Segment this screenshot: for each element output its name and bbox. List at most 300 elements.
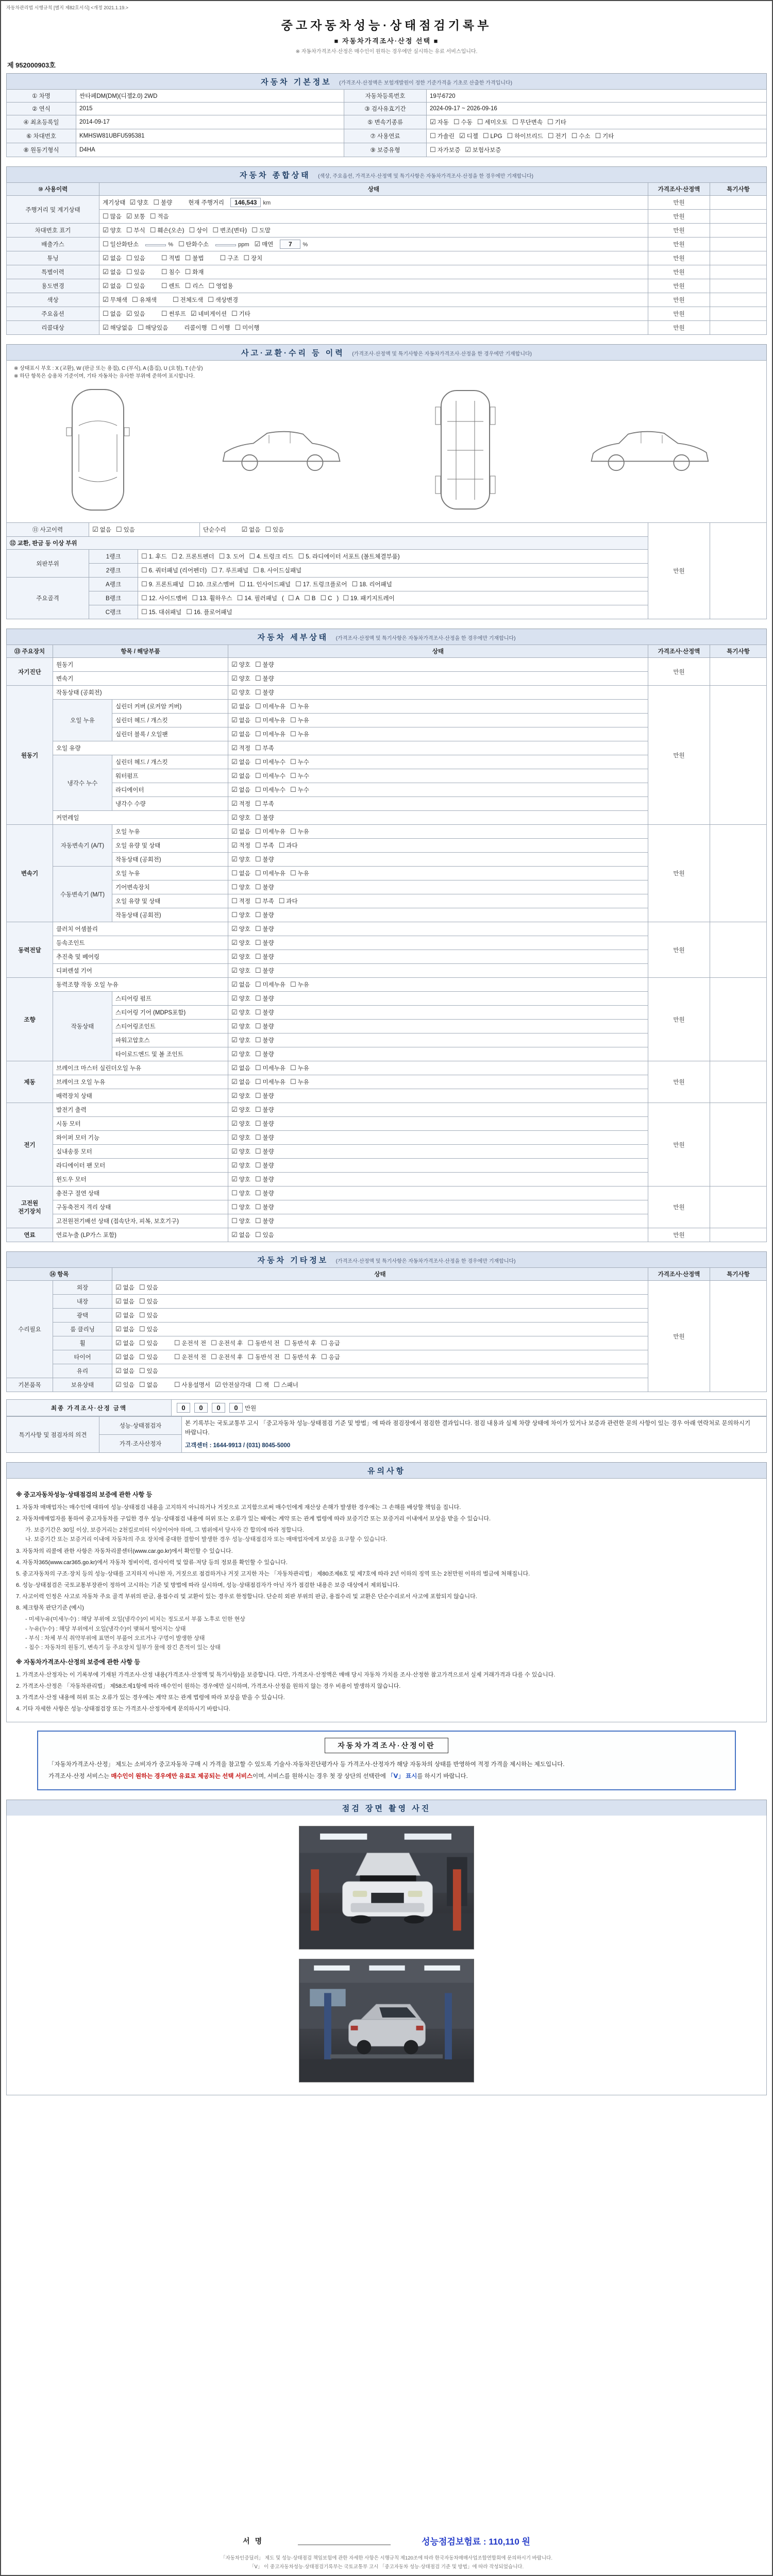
checkbox-option[interactable]: ☐ 불량 (255, 688, 274, 696)
checkbox-option[interactable]: ☐ 누수 (290, 758, 309, 766)
checkbox-option[interactable]: ☐ 누유 (290, 1064, 309, 1072)
inline-label: 계기상태 (103, 200, 126, 206)
checkbox-option[interactable]: ☐ 기타 (231, 310, 250, 317)
checkbox-option[interactable]: ☐ 11. 인사이드패널 (239, 580, 291, 588)
item-state (228, 1187, 648, 1200)
checkbox-option[interactable]: ☑ 양호 (231, 1036, 250, 1044)
checkbox-option[interactable]: ☑ 없음 (241, 526, 261, 533)
item-label: 작동상태 (공회전) (112, 853, 228, 867)
fuel-options (427, 129, 767, 143)
checkbox-option[interactable]: ☐ 불량 (153, 198, 173, 206)
checkbox-option[interactable]: ☐ 있음 (126, 268, 145, 276)
checkbox-option[interactable]: ☐ 수소 (571, 132, 591, 140)
item-label: 발전기 출력 (53, 1103, 228, 1117)
checkbox-option[interactable]: ☐ 8. 사이드실패널 (253, 566, 302, 574)
checkbox-option[interactable]: ☐ 불량 (255, 674, 274, 682)
item-state (228, 741, 648, 755)
checkbox-option[interactable]: ☐ 침수 (161, 268, 180, 276)
tire-state (112, 1350, 648, 1364)
checkbox-option[interactable]: ☐ 미세누수 (255, 758, 285, 766)
checkbox-option[interactable]: ☐ 있음 (139, 1283, 158, 1291)
definition-blue-text: 「Ⅴ」 표시 (388, 1773, 417, 1780)
checkbox-option[interactable]: ☐ 누수 (290, 772, 309, 779)
checkbox-option[interactable]: ☐ 적음 (149, 212, 169, 220)
checkbox-option[interactable]: ☐ 12. 사이드멤버 (141, 594, 188, 602)
checkbox-option[interactable]: ☐ 썬루프 (161, 310, 186, 317)
checkbox-option[interactable]: ☐ 5. 라디에이터 서포트 (볼트체결부품) (298, 552, 400, 560)
checkbox-option[interactable]: ☐ 부족 (255, 841, 274, 849)
vin-label: ⑥ 차대번호 (7, 129, 76, 143)
checkbox-option[interactable]: ☐ 불량 (255, 953, 274, 960)
item-label: 스티어링조인트 (112, 1020, 228, 1033)
checkbox-option[interactable]: ☐ 2. 프론트펜더 (171, 552, 214, 560)
checkbox-option[interactable]: ☑ 보통 (126, 212, 145, 220)
item-state (228, 714, 648, 727)
item-label: 작동상태 (공회전) (53, 686, 228, 700)
item-state (228, 1159, 648, 1173)
checkbox-option[interactable]: ☐ 불량 (255, 1120, 274, 1127)
checkbox-option[interactable]: ☐ 미세누유 (255, 1078, 285, 1086)
item-label: 와이퍼 모터 기능 (53, 1131, 228, 1145)
checkbox-option[interactable]: ☐ 불량 (255, 1022, 274, 1030)
checkbox-option[interactable]: ☐ 6. 쿼터패널 (리어펜더) (141, 566, 207, 574)
checkbox-option[interactable]: ☐ 있음 (139, 1339, 158, 1347)
rankB-parts (138, 591, 648, 605)
checkbox-option[interactable]: ☑ 없음 (103, 254, 122, 262)
checkbox-option[interactable]: ☐ 누유 (290, 1078, 309, 1086)
checkbox-option[interactable]: ☑ 없음 (231, 702, 250, 710)
checkbox-option[interactable]: ☑ 양호 (231, 967, 250, 974)
checkbox-option[interactable]: ☑ 양호 (129, 198, 149, 206)
checkbox-option[interactable]: ☐ 불량 (255, 925, 274, 933)
checkbox-option[interactable]: ☑ 안전삼각대 (214, 1381, 251, 1388)
checkbox-option[interactable]: ☐ 불량 (255, 1175, 274, 1183)
checkbox-option[interactable]: ☐ 일산화탄소 (103, 240, 139, 248)
checkbox-option[interactable]: ☐ 많음 (103, 212, 122, 220)
checkbox-option[interactable]: ☐ 불량 (255, 855, 274, 863)
checkbox-option[interactable]: ☐ 9. 프론트패널 (141, 580, 184, 588)
checkbox-option[interactable]: ☐ 불량 (255, 1161, 274, 1169)
checkbox-option[interactable]: ☑ 양호 (231, 1120, 250, 1127)
checkbox-option[interactable]: ☐ 불량 (255, 967, 274, 974)
checkbox-option[interactable]: ☐ 누유 (290, 730, 309, 738)
checkbox-option[interactable]: ☐ 이행 (211, 324, 230, 331)
checkbox-option[interactable]: ☐ 누수 (290, 786, 309, 793)
checkbox-option[interactable]: ☑ 보험사보증 (465, 146, 501, 154)
checkbox-option[interactable]: ☐ 변조(변타) (212, 226, 247, 234)
warranty-type-options (427, 143, 767, 157)
checkbox-option[interactable]: ☐ 없음 (231, 869, 250, 877)
checkbox-option[interactable]: ☐ 부족 (255, 897, 274, 905)
rank2-label: 2랭크 (89, 564, 138, 578)
checkbox-option[interactable]: ☐ 동반석 후 (284, 1353, 316, 1361)
checkbox-option[interactable]: ☑ 없음 (231, 716, 250, 724)
checkbox-option[interactable]: ☑ 있음 (126, 310, 145, 317)
checkbox-option[interactable]: ☑ 없음 (231, 786, 250, 793)
checkbox-option[interactable]: ☐ 전기 (547, 132, 567, 140)
checkbox-option[interactable]: ☐ 불량 (255, 1189, 274, 1197)
checkbox-option[interactable]: ☐ 미세누유 (255, 730, 285, 738)
legend-line-1: ※ 상태표시 부호 : X (교환), W (판금 또는 용접), C (부식), A (흠집), U (요철), T (손상) (14, 366, 203, 371)
checkbox-option[interactable]: ☑ 없음 (231, 827, 250, 835)
checkbox-option[interactable]: ☐ 동반석 후 (284, 1339, 316, 1347)
col-detail-state: 상태 (228, 645, 648, 658)
checkbox-option[interactable]: ☐ 불량 (255, 883, 274, 891)
checkbox-option[interactable]: ☐ 누유 (290, 716, 309, 724)
checkbox-option[interactable]: ☐ 불량 (255, 1147, 274, 1155)
checkbox-option[interactable]: ☑ 양호 (231, 1147, 250, 1155)
checkbox-option[interactable]: ☐ 16. 플로어패널 (186, 608, 232, 616)
section-photos: 점검 장면 촬영 사진 (6, 1800, 767, 1816)
note-cell (710, 196, 767, 210)
inspection-photos (6, 1816, 767, 2095)
checkbox-option[interactable]: ☐ 미세누수 (255, 772, 285, 779)
col-etc-state: 상태 (112, 1268, 648, 1281)
unit-label: ppm (238, 242, 249, 248)
checkbox-option[interactable]: ☐ 도말 (251, 226, 271, 234)
checkbox-option[interactable]: ☐ 영업용 (208, 282, 233, 290)
final-price-label: 최종 가격조사·산정 금액 (7, 1400, 172, 1416)
checkbox-option[interactable]: ☑ 없음 (231, 1064, 250, 1072)
checkbox-option[interactable]: ☐ 색상변경 (208, 296, 239, 303)
checkbox-option[interactable]: ☑ 디젤 (459, 132, 478, 140)
checkbox-option[interactable]: ☑ 매연 (254, 240, 274, 248)
checkbox-option[interactable]: ☐ 미세누유 (255, 827, 285, 835)
checkbox-option[interactable]: ☐ 15. 대쉬패널 (141, 608, 182, 616)
accident-note-cell (710, 523, 767, 619)
section-title: 자동차 기본정보 (261, 78, 332, 87)
checkbox-option[interactable]: ☑ 양호 (231, 1050, 250, 1058)
checkbox-option[interactable]: ☐ 누유 (290, 702, 309, 710)
checkbox-option[interactable]: ☐ 훼손(오손) (149, 226, 184, 234)
section-note: (가격조사·산정액은 보험개발원이 정한 기준가격을 기초로 산출한 가격입니다) (339, 80, 512, 86)
checkbox-option[interactable]: ☐ 불량 (255, 1217, 274, 1225)
unit-label: km (263, 200, 271, 206)
checkbox-option[interactable]: ☑ 양호 (231, 674, 250, 682)
glass-label: 유리 (53, 1364, 112, 1378)
checkbox-option[interactable]: ☑ 양호 (231, 925, 250, 933)
checkbox-option[interactable]: ☑ 양호 (231, 1092, 250, 1099)
checkbox-option[interactable]: ☑ 적정 (231, 800, 250, 807)
device-group-label: 전기 (7, 1103, 53, 1187)
checkbox-option[interactable]: ☐ 7. 루프패널 (211, 566, 249, 574)
checkbox-option[interactable]: ☐ 기타 (547, 118, 566, 126)
checkbox-option[interactable]: ☐ 있음 (126, 254, 145, 262)
checkbox-option[interactable]: ☐ 17. 트렁크플로어 (295, 580, 347, 588)
inspection-validity-label: ③ 검사유효기간 (344, 103, 427, 115)
special-history-state (99, 265, 648, 279)
price-cell: 만원 (648, 922, 710, 978)
item-state (228, 783, 648, 797)
checkbox-option[interactable]: ☑ 없음 (231, 758, 250, 766)
checkbox-option[interactable]: ☐ 없음 (103, 310, 122, 317)
rank1-parts (138, 550, 648, 564)
checkbox-option[interactable]: ☑ 자동 (430, 118, 449, 126)
checkbox-option[interactable]: ☐ 해당있음 (138, 324, 169, 331)
transmission-label: ⑤ 변속기종류 (344, 115, 427, 129)
detail-row (7, 1061, 767, 1075)
checkbox-option[interactable]: ☐ 기타 (595, 132, 614, 140)
checkbox-option[interactable]: ☐ 있음 (139, 1353, 158, 1361)
checkbox-option[interactable]: ☐ 적정 (231, 897, 250, 905)
checkbox-option[interactable]: ☐ 누유 (290, 827, 309, 835)
checkbox-option[interactable]: ☐ 응급 (321, 1353, 340, 1361)
checkbox-option[interactable]: ☐ 자가보증 (430, 146, 461, 154)
notice-sub-item: - 부식 : 차체 부식 취약부위에 표면이 부풀어 오르거나 구멍이 발생한 상태 (25, 1635, 205, 1641)
checkbox-option[interactable]: ☐ 있음 (139, 1325, 158, 1333)
checkbox-option[interactable]: ☑ 없음 (231, 730, 250, 738)
checkbox-option[interactable]: ☐ 미세누유 (255, 716, 285, 724)
checkbox-option[interactable]: ☑ 양호 (231, 994, 250, 1002)
checkbox-option[interactable]: ☐ 동반석 전 (247, 1339, 280, 1347)
checkbox-option[interactable]: ☐ 있음 (139, 1297, 158, 1305)
checkbox-option[interactable]: ☐ 있음 (126, 282, 145, 290)
definition-paragraph-1: 「자동차가격조사·산정」 제도는 소비자가 중고자동차 구매 시 가격을 참고할 수 있도록 기술사·자동차진단평가사 등 가격조사·산정자가 해당 자동차의 상태를 반영하여 적정 가격을 제시하는 제도입니다. (48, 1761, 565, 1768)
checkbox-option[interactable]: ☑ 양호 (231, 855, 250, 863)
main-frame-label: 주요골격 (7, 578, 89, 619)
checkbox-option[interactable]: ☑ 양호 (231, 953, 250, 960)
checkbox-option[interactable]: ☑ 양호 (231, 1022, 250, 1030)
item-label: 커먼레일 (53, 811, 228, 825)
item-label: 실린더 커버 (로커암 커버) (112, 700, 228, 714)
checkbox-option[interactable]: ☐ 누유 (290, 980, 309, 988)
checkbox-option[interactable]: ☑ 네비게이션 (190, 310, 227, 317)
checkbox-option[interactable]: ☑ 양호 (231, 1175, 250, 1183)
checkbox-option[interactable]: ☐ 운전석 후 (211, 1339, 243, 1347)
checkbox-option[interactable]: ☐ 14. 필러패널 (237, 594, 277, 602)
item-state (228, 978, 648, 992)
reg-number-value: 19부6720 (427, 90, 767, 103)
checkbox-option[interactable]: ☐ 하이브리드 (507, 132, 543, 140)
checkbox-option[interactable]: ☐ 부식 (126, 226, 145, 234)
checkbox-option[interactable]: ☐ B (304, 594, 316, 602)
checkbox-option[interactable]: ☑ 무채색 (103, 296, 127, 303)
checkbox-option[interactable]: ☑ 없음 (231, 980, 250, 988)
checkbox-option[interactable]: ☐ 불량 (255, 1036, 274, 1044)
checkbox-option[interactable]: ☐ 가솔린 (430, 132, 455, 140)
checkbox-option[interactable]: ☐ 구조 (220, 254, 239, 262)
checkbox-option[interactable]: ☐ 불량 (255, 1092, 274, 1099)
checkbox-option[interactable]: ☐ 10. 크로스멤버 (189, 580, 235, 588)
device-group-label: 고전원 전기장치 (7, 1187, 53, 1228)
checkbox-option[interactable]: ☐ 19. 패키지트레이 (343, 594, 395, 602)
checkbox-option[interactable]: ☐ 있음 (139, 1367, 158, 1375)
checkbox-option[interactable]: ☐ 불량 (255, 939, 274, 946)
checkbox-option[interactable]: ☐ 수동 (453, 118, 473, 126)
checkbox-option[interactable]: ☐ 운전석 전 (174, 1353, 207, 1361)
notice-item: 1. 가격조사·산정자는 이 기록부에 기재된 가격조사·산정 내용(가격조사·산정액 및 특기사항)을 보증합니다. 다만, 가격조사·산정액은 매매 당시 자동차 가치를 조사·산정한 참고가격으로서 실제 거래가격과 다를 수 있습니다. (16, 1671, 556, 1678)
checkbox-option[interactable]: ☑ 해당없음 (103, 324, 133, 331)
item-state (228, 853, 648, 867)
color-state (99, 293, 648, 307)
basic-info-table (6, 89, 767, 157)
checkbox-option[interactable]: ☑ 양호 (231, 1133, 250, 1141)
section-etc-info: 자동차 기타정보 (가격조사·산정액 및 특기사항은 자동차가격조사·산정을 한 경우에만 기재합니다) (6, 1251, 767, 1267)
checkbox-option[interactable]: ☑ 양호 (103, 226, 122, 234)
checkbox-option[interactable]: ☐ 있음 (139, 1311, 158, 1319)
item-state (228, 686, 648, 700)
checkbox-option[interactable]: ☐ 불량 (255, 814, 274, 821)
inspection-photo-rear (299, 1959, 474, 2082)
checkbox-option[interactable]: ☐ 과다 (278, 841, 298, 849)
rankC-parts (138, 605, 648, 619)
checkbox-option[interactable]: ☐ 불량 (255, 1203, 274, 1211)
rank2-parts (138, 564, 648, 578)
checkbox-option[interactable]: ☐ 미세누수 (255, 786, 285, 793)
checkbox-option[interactable]: ☐ 상이 (189, 226, 208, 234)
checkbox-option[interactable]: ☑ 양호 (231, 814, 250, 821)
checkbox-option[interactable]: ☑ 있음 (115, 1381, 135, 1388)
checkbox-option[interactable]: ☐ 잭 (256, 1381, 269, 1388)
checkbox-option[interactable]: ☐ 부족 (255, 800, 274, 807)
car-diagrams (14, 383, 759, 519)
checkbox-option[interactable]: ☐ 부족 (255, 744, 274, 752)
section-overall-condition: 자동차 종합상태 (색상, 주요옵션, 가격조사·산정액 및 특기사항은 자동차가격조사·산정을 한 경우에만 기재합니다) (6, 166, 767, 182)
item-state (228, 672, 648, 686)
item-state (228, 811, 648, 825)
item-state (228, 950, 648, 964)
checkbox-option[interactable]: ☐ 있음 (115, 526, 135, 533)
checkbox-option[interactable]: ☑ 양호 (231, 1106, 250, 1113)
checkbox-option[interactable]: ☐ 양호 (231, 1203, 250, 1211)
item-state (228, 936, 648, 950)
checkbox-option[interactable]: ☑ 없음 (115, 1311, 135, 1319)
item-label: 브레이크 오일 누유 (53, 1075, 228, 1089)
checkbox-option[interactable]: ☐ 불법 (184, 254, 204, 262)
checkbox-option[interactable]: ☑ 없음 (103, 282, 122, 290)
checkbox-option[interactable]: ☑ 없음 (103, 268, 122, 276)
vin-mark-label: 차대번호 표기 (7, 224, 99, 238)
item-label: 파워고압호스 (112, 1033, 228, 1047)
notice-sub-item: 가. 보증기간은 30일 이상, 보증거리는 2천킬로미터 이상이어야 하며, 그 범위에서 당사자 간 합의에 따라 정합니다. (25, 1527, 304, 1534)
unit-label: % (168, 242, 173, 248)
checkbox-option[interactable]: ☑ 양호 (231, 688, 250, 696)
checkbox-option[interactable]: ☐ 세미오토 (477, 118, 508, 126)
checkbox-option[interactable]: ☐ 있음 (255, 1231, 274, 1239)
checkbox-option[interactable]: ☑ 없음 (231, 772, 250, 779)
checkbox-option[interactable]: ☑ 없음 (231, 1078, 250, 1086)
checkbox-option[interactable]: ☐ 탄화수소 (178, 240, 209, 248)
detail-row (7, 978, 767, 992)
holding-state-label: 보유상태 (53, 1378, 112, 1392)
checkbox-option[interactable]: ☐ 렌트 (161, 282, 180, 290)
checkbox-option[interactable]: ☑ 없음 (231, 1231, 250, 1239)
checkbox-option[interactable]: ☐ 불량 (255, 911, 274, 919)
checkbox-option[interactable]: ☑ 없음 (115, 1283, 135, 1291)
checkbox-option[interactable]: ☐ C (320, 594, 332, 602)
checkbox-option[interactable]: ☐ 양호 (231, 1189, 250, 1197)
definition-red-text: 매수인이 원하는 경우에만 유료로 제공되는 선택 서비스 (111, 1773, 253, 1780)
legend-line-2: ※ 하단 항목은 승용차 기준이며, 기타 자동차는 유사한 부위에 준하여 표시합니다. (14, 374, 195, 379)
wheel-state (112, 1336, 648, 1350)
outer-panel-label: 외판부위 (7, 550, 89, 578)
checkbox-option[interactable]: ☐ 무단변속 (512, 118, 543, 126)
checkbox-option[interactable]: ☐ 없음 (139, 1381, 158, 1388)
checkbox-option[interactable]: ☑ 양호 (231, 660, 250, 668)
checkbox-option[interactable]: ☐ 양호 (231, 883, 250, 891)
checkbox-option[interactable]: ☑ 없음 (92, 526, 111, 533)
item-state (228, 825, 648, 839)
checkbox-option[interactable]: ☐ 운전석 후 (211, 1353, 243, 1361)
checkbox-option[interactable]: ☑ 적정 (231, 841, 250, 849)
checkbox-option[interactable]: ☑ 없음 (115, 1339, 135, 1347)
checkbox-option[interactable]: ☐ 화재 (184, 268, 204, 276)
glass-state (112, 1364, 648, 1378)
item-label: 연료누출 (LP가스 포함) (53, 1228, 228, 1242)
checkbox-option[interactable]: ☐ 미세누유 (255, 869, 285, 877)
checkbox-option[interactable]: ☐ 미세누유 (255, 702, 285, 710)
checkbox-option[interactable]: ☐ 유채색 (131, 296, 157, 303)
checkbox-option[interactable]: ☑ 양호 (231, 939, 250, 946)
checkbox-option[interactable]: ☐ 누유 (290, 869, 309, 877)
item-label: 충전구 절연 상태 (53, 1187, 228, 1200)
checkbox-option[interactable]: ☐ 불량 (255, 1106, 274, 1113)
checkbox-option[interactable]: ☐ 13. 휠하우스 (192, 594, 232, 602)
checkbox-option[interactable]: ☐ 스패너 (273, 1381, 298, 1388)
checkbox-option[interactable]: ☑ 양호 (231, 1161, 250, 1169)
simple-repair-state (200, 523, 648, 537)
checkbox-option[interactable]: ☐ 18. 리어패널 (351, 580, 392, 588)
checkbox-option[interactable]: ☐ 1. 후드 (141, 552, 167, 560)
device-group-label: 연료 (7, 1228, 53, 1242)
checkbox-option[interactable]: ☐ 미세누유 (255, 1064, 285, 1072)
item-label: 배력장치 상태 (53, 1089, 228, 1103)
checkbox-option[interactable]: ☐ 양호 (231, 911, 250, 919)
checkbox-option[interactable]: ☐ 미세누유 (255, 980, 285, 988)
checkbox-option[interactable]: ☐ 있음 (265, 526, 284, 533)
checkbox-option[interactable]: ☐ 동반석 전 (247, 1353, 280, 1361)
checkbox-option[interactable]: ☐ 3. 도어 (219, 552, 245, 560)
checkbox-option[interactable]: ☑ 양호 (231, 1008, 250, 1016)
checkbox-option[interactable]: ☐ 불량 (255, 1133, 274, 1141)
unit-label: % (303, 242, 308, 248)
rank1-label: 1랭크 (89, 550, 138, 564)
exterior-label: 외장 (53, 1281, 112, 1295)
checkbox-option[interactable]: ☐ 응급 (321, 1339, 340, 1347)
checkbox-option[interactable]: ☐ 전체도색 (172, 296, 204, 303)
checkbox-option[interactable]: ☑ 없음 (115, 1353, 135, 1361)
checkbox-option[interactable]: ☐ 사용설명서 (174, 1381, 210, 1388)
checkbox-option[interactable]: ☐ 과다 (278, 897, 298, 905)
checkbox-option[interactable]: ☐ 리스 (184, 282, 204, 290)
checkbox-option[interactable]: ☐ LPG (482, 132, 502, 140)
checkbox-option[interactable]: ☑ 없음 (115, 1297, 135, 1305)
checkbox-option[interactable]: ☐ 불량 (255, 994, 274, 1002)
vin-mark-state (99, 224, 648, 238)
checkbox-option[interactable]: ☐ 장치 (243, 254, 263, 262)
item-state (228, 700, 648, 714)
item-label: 오일 누유 (112, 867, 228, 880)
item-label: 변속기 (53, 672, 228, 686)
checkbox-option[interactable]: ☐ A (288, 594, 300, 602)
checkbox-option[interactable]: ☑ 없음 (115, 1325, 135, 1333)
checkbox-option[interactable]: ☐ 양호 (231, 1217, 250, 1225)
signature-field[interactable] (298, 2537, 391, 2545)
checkbox-option[interactable]: ☑ 없음 (115, 1367, 135, 1375)
checkbox-option[interactable]: ☐ 불량 (255, 660, 274, 668)
checkbox-option[interactable]: ☐ 적법 (161, 254, 180, 262)
checkbox-option[interactable]: ☑ 적정 (231, 744, 250, 752)
notices-box (6, 1478, 767, 1722)
checkbox-option[interactable]: ☐ 4. 트렁크 리드 (249, 552, 294, 560)
checkbox-option[interactable]: ☐ 불량 (255, 1050, 274, 1058)
checkbox-option[interactable]: ☐ 미이행 (234, 324, 260, 331)
item-label: 고전원전기배선 상태 (접속단자, 피복, 보호기구) (53, 1214, 228, 1228)
item-state (228, 658, 648, 672)
checkbox-option[interactable]: ☐ 불량 (255, 1008, 274, 1016)
checkbox-option[interactable]: ☐ 운전석 전 (174, 1339, 207, 1347)
usage-change-label: 용도변경 (7, 279, 99, 293)
